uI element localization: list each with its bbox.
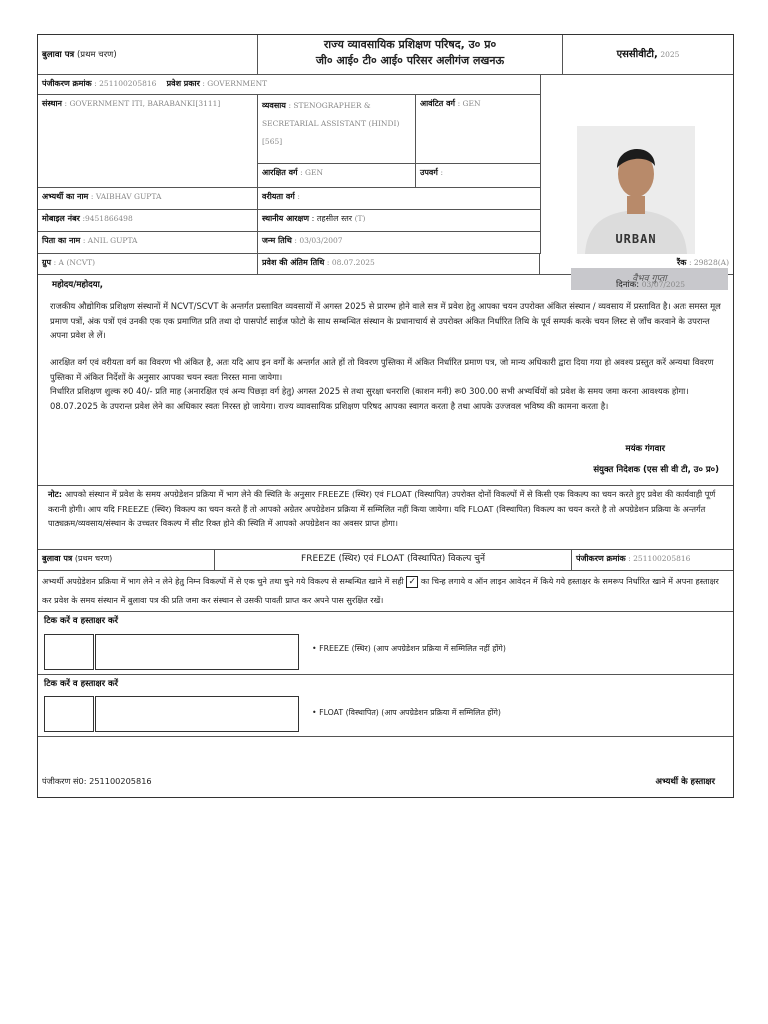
candidate-photo bbox=[577, 126, 695, 254]
reg-label: पंजीकरण क्रमांक bbox=[42, 79, 92, 88]
trade-cell bbox=[258, 95, 416, 163]
call-letter-label: बुलावा पत्र bbox=[42, 49, 75, 60]
subcat-cell bbox=[416, 164, 540, 187]
preference-value: : bbox=[297, 192, 300, 201]
father-label: पिता का नाम bbox=[42, 236, 81, 245]
trade-label: व्यवसाय bbox=[262, 101, 286, 110]
institute-cell bbox=[38, 95, 258, 187]
freeze-option: • FREEZE (स्थिर) (आप अपग्रेडेशन प्रक्रिया में सम्मिलित नहीं होंगे) bbox=[312, 644, 506, 653]
salutation: महोदय/महोदया, bbox=[52, 280, 104, 290]
divider bbox=[38, 674, 733, 675]
form-call-letter: बुलावा पत्र bbox=[42, 554, 73, 563]
note-text: आपको संस्थान में प्रवेश के समय अपग्रेडेशन प्रक्रिया में भाग लेने की स्थिति के अनुसार FREEZE (स्थिर) एवं FLOAT (विस्थापित) उपरोक्त दोनों विकल्पों में से किसी एक विकल्प का चयन करते हुए प्रवेश की कार्यवाही पूर्ण करानी होगी। आप यदि FREEZE (स्थिर) विकल्प का चयन करते हैं तो आपको अग्रेतर अपग्रेडेशन प्रक्रिया में सम्मिलित नहीं किया जायेगा। यदि FLOAT (विस्थापित) विकल्प का चयन करते है तो अपग्रेडेशन प्रक्रिया के अन्तर्गत पाठ्यक्रम/व्यवसाय/संस्थान के उच्चतर विकल्प में सीट रिक्त होने की स्थिति में आपको अपग्रेडेशन का अवसर प्राप्त होगा। bbox=[48, 489, 716, 528]
mobile-label: मोबाइल नंबर bbox=[42, 214, 80, 223]
paragraph-1: राजकीय औद्योगिक प्रशिक्षण संस्थानों में NCVT/SCVT के अन्तर्गत प्रस्तावित व्यवसायों में अगस्त 2025 से प्रारम्भ होने वाले सत्र में प्रवेश हेतु आपका चयन उपरोक्त अंकित संस्थान / व्यवसाय में प्रस्तावित है। अतः समस्त मूल प्रमाण पत्रों, अंक पत्रों एवं उनकी एक एक प्रमाणित प्रति तथा दो पासपोर्ट साईज फोटो के साथ सम्बन्धित संस्थान के प्रधानाचार्य से उपरोक्त अंकित निर्धारित तिथि के पूर्व सम्पर्क करके चयन लिस्ट से जाँच करवाने के उपरान्त अपना प्रवेश ले लें। bbox=[50, 301, 721, 340]
allotted-label: आवंटित वर्ग bbox=[420, 99, 456, 108]
scvt-year bbox=[563, 35, 733, 74]
phase-label: (प्रथम चरण) bbox=[76, 49, 117, 60]
footer-reg bbox=[42, 776, 152, 787]
paragraph-3: निर्धारित प्रशिक्षण शुल्क रु0 40/- प्रति माह (अनारक्षित एवं अन्य पिछड़ा वर्ग हेतु) अगस्त 2025 से तथा सुरक्षा धनराशि (काशन मनी) रू0 300.00 सभी अभ्यर्थियों को प्रवेश के समय जमा करना आवश्यक होगा। 08.07.2025 के उपरान्त प्रवेश लेने का अधिकार स्वतः निरस्त हो जायेगा। राज्य व्यावसायिक प्रशिक्षण परिषद आपका स्वागत करता है तथा आपके उज्जवल भविष्य की कामना करता है। bbox=[50, 386, 689, 411]
allotted-value: : GEN bbox=[457, 99, 481, 108]
paragraph-2: आरक्षित वर्ग एवं वरीयता वर्ग का विवरण भी अंकित है, अतः यदि आप इन वर्गों के अन्तर्गत आते हों तो विवरण पुस्तिका में अंकित निर्धारित प्रमाण पत्र, जो मान्य अधिकारी द्वारा दिया गया हो अवश्य प्रस्तुत करें अन्यथा विवरण पुस्तिका में अंकित निर्देशों के अनुसार आपका चयन स्वतः निरस्त माना जायेगा। bbox=[50, 357, 714, 382]
freeze-option-text: FREEZE (स्थिर) (आप अपग्रेडेशन प्रक्रिया में सम्मिलित नहीं होंगे) bbox=[319, 644, 506, 653]
choose-option-heading: FREEZE (स्थिर) एवं FLOAT (विस्थापित) विकल्प चुनें bbox=[215, 550, 572, 570]
letter-date bbox=[616, 279, 685, 290]
instructions-part2: का चिन्ह लगाये व ऑन लाइन आवेदन में किये गये हस्ताक्षर के समरूप निर्धारित खाने में अपना हस्ताक्षर कर प्रवेश के समय संस्थान में बुलावा पत्र की प्रति जमा कर संस्थान से उसकी पावती प्राप्त कर अपने पास सुरक्षित रखें। bbox=[42, 576, 719, 605]
note-block bbox=[38, 486, 733, 550]
org-title bbox=[258, 35, 563, 74]
subcat-value: : bbox=[440, 168, 443, 177]
reserved-value: : GEN bbox=[300, 168, 324, 177]
preference-label: वरीयता वर्ग bbox=[262, 192, 295, 201]
entry-type-value: : GOVERNMENT bbox=[202, 79, 268, 88]
reserved-label: आरक्षित वर्ग bbox=[262, 168, 298, 177]
letter-body bbox=[38, 275, 733, 486]
institute-label: संस्थान bbox=[42, 99, 62, 108]
subcat-label: उपवर्ग bbox=[420, 168, 438, 177]
form-phase: (प्रथम चरण) bbox=[74, 554, 113, 563]
reserved-cell bbox=[258, 164, 416, 187]
entry-type-label: प्रवेश प्रकार bbox=[166, 79, 200, 88]
signer-name: मयंक गंगवार bbox=[625, 444, 665, 454]
float-option-text: FLOAT (विस्थापित) (आप अपग्रेडेशन प्रक्रिया में सम्मिलित होंगे) bbox=[319, 708, 501, 717]
tick-sign-label-1: टिक करें व हस्ताक्षर करें bbox=[44, 616, 119, 626]
mobile-value: :9451866498 bbox=[82, 214, 133, 223]
rank-label: रैंक bbox=[676, 258, 687, 267]
instructions-part1: अभ्यर्थी अपग्रेडेशन प्रक्रिया में भाग लेने न लेने हेतु निम्न विकल्पों में से एक चुने तथा चुने गये विकल्प से सम्बन्धित खाने में सही bbox=[42, 576, 404, 586]
group-value: : A bbox=[53, 258, 64, 267]
father-row bbox=[38, 232, 541, 254]
mobile-row bbox=[38, 210, 541, 232]
rank-value: : 29828(A) bbox=[688, 258, 729, 267]
freeze-signature-box[interactable] bbox=[95, 634, 299, 670]
form-header-row bbox=[38, 550, 733, 571]
admission-letter bbox=[37, 34, 734, 798]
dob-label: जन्म तिथि bbox=[262, 236, 292, 245]
local-res-label: स्थानीय आरक्षण bbox=[262, 214, 310, 223]
footer-reg-text: पंजीकरण सं0: 251100205816 bbox=[42, 776, 152, 786]
trade-value: : STENOGRAPHER & SECRETARIAL ASSISTANT (HINDI) [565] bbox=[262, 101, 400, 146]
call-letter-heading bbox=[38, 35, 258, 74]
float-tick-box[interactable] bbox=[44, 696, 94, 732]
local-res-value: : तहसील स्तर bbox=[311, 214, 353, 223]
float-option: • FLOAT (विस्थापित) (आप अपग्रेडेशन प्रक्रिया में सम्मिलित होंगे) bbox=[312, 708, 501, 717]
date-value: 03/07/2025 bbox=[641, 280, 685, 289]
candidate-signature-label: अभ्यर्थी के हस्ताक्षर bbox=[655, 777, 715, 787]
form-reg-label: पंजीकरण क्रमांक bbox=[576, 554, 626, 563]
last-date-label: प्रवेश की अंतिम तिथि bbox=[262, 258, 325, 267]
signature-text: वैभव गुप्ता bbox=[632, 274, 667, 284]
note-label: नोट: bbox=[48, 489, 63, 499]
freeze-tick-box[interactable] bbox=[44, 634, 94, 670]
reg-row bbox=[38, 75, 541, 95]
institute-value: : GOVERNMENT ITI, BARABANKI[3111] bbox=[64, 99, 221, 108]
form-reg-value: : 251100205816 bbox=[628, 554, 691, 563]
group-label: ग्रुप bbox=[42, 258, 52, 267]
date-label: दिनांक: bbox=[616, 280, 640, 290]
tick-sign-label-2: टिक करें व हस्ताक्षर करें bbox=[44, 679, 119, 689]
institute-row bbox=[38, 95, 541, 188]
candidate-label: अभ्यर्थी का नाम bbox=[42, 192, 89, 201]
candidate-value: : VAIBHAV GUPTA bbox=[90, 192, 162, 201]
father-value: : ANIL GUPTA bbox=[82, 236, 138, 245]
options-area bbox=[38, 612, 733, 797]
candidate-row bbox=[38, 188, 541, 210]
group-tag: (NCVT) bbox=[66, 258, 96, 267]
org-line2: जी० आई० टी० आई० परिसर अलीगंज लखनऊ bbox=[315, 54, 505, 67]
allotted-cell bbox=[416, 95, 540, 163]
signer-title: संयुक्त निदेशक (एस सी वी टी, उ० प्र०) bbox=[593, 465, 719, 475]
instructions bbox=[38, 571, 733, 612]
header-row bbox=[38, 35, 733, 75]
local-res-tag: (T) bbox=[354, 214, 366, 223]
dob-value: : 03/03/2007 bbox=[294, 236, 343, 245]
divider-2 bbox=[38, 736, 733, 737]
reg-value: : 251100205816 bbox=[94, 79, 157, 88]
float-signature-box[interactable] bbox=[95, 696, 299, 732]
shirt-text: URBAN bbox=[615, 232, 657, 246]
scvt-label: एससीवीटी, bbox=[616, 48, 658, 60]
year-value: 2025 bbox=[660, 49, 680, 59]
org-line1: राज्य व्यावसायिक प्रशिक्षण परिषद, उ० प्र० bbox=[323, 38, 497, 51]
last-date-value: : 08.07.2025 bbox=[326, 258, 375, 267]
tick-box-icon: ✓ bbox=[406, 576, 418, 588]
